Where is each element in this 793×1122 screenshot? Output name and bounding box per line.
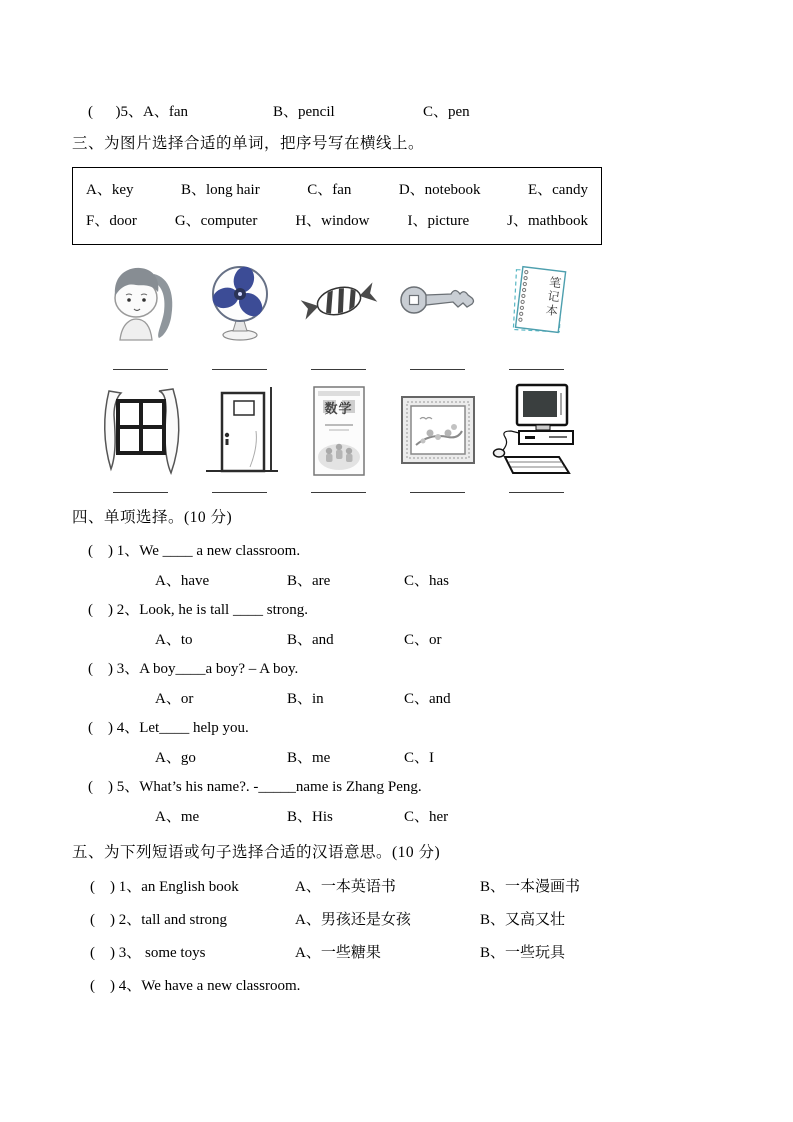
phrase: ( ) 4、We have a new classroom. <box>90 978 301 995</box>
notebook-icon <box>491 260 583 342</box>
phrase: ( ) 2、tall and strong <box>90 912 228 929</box>
word-a: A、key <box>86 182 134 199</box>
option-a: A、一本英语书 <box>295 879 396 896</box>
answer-blank <box>410 369 465 370</box>
answer-blank <box>212 492 267 493</box>
mcq-options-1 <box>155 566 773 596</box>
match-item-1 <box>90 871 773 904</box>
q5-option-b: B、pencil <box>273 104 335 120</box>
figure-notebook <box>487 260 586 370</box>
figure-key <box>388 260 487 370</box>
section4-questions <box>72 537 773 832</box>
option-c: C、or <box>404 631 442 648</box>
word-bank-row1 <box>86 175 588 206</box>
word-bank-box <box>72 167 602 245</box>
option-c: C、I <box>404 749 435 766</box>
option-b: B、又高又壮 <box>480 912 566 929</box>
mcq-options-2 <box>155 625 773 655</box>
mcq-question-3: ( ) 3、A boy____a boy? – A boy. <box>88 661 299 678</box>
section5-heading: 五、为下列短语或句子选择合适的汉语意思。(10 分) <box>72 843 441 861</box>
answer-blank <box>311 369 366 370</box>
figures-row-1 <box>91 260 591 370</box>
answer-blank <box>311 492 366 493</box>
answer-blank <box>410 492 465 493</box>
figures-row-2 <box>91 381 591 493</box>
mcq-question-4: ( ) 4、Let____ help you. <box>88 720 249 737</box>
phrase: ( ) 3、 some toys <box>90 945 206 962</box>
option-a: A、一些糖果 <box>295 945 381 962</box>
mcq-options-3 <box>155 684 773 714</box>
window-icon <box>93 381 188 481</box>
picture-frame-icon <box>390 381 485 481</box>
figure-framed-picture <box>388 381 487 493</box>
option-c: C、her <box>404 808 449 825</box>
q5-prefix: ( )5、 <box>88 104 143 120</box>
mcq-options-5 <box>155 802 773 832</box>
word-bank-row2 <box>86 206 588 237</box>
option-b: B、一本漫画书 <box>480 879 581 896</box>
fan-icon <box>194 260 286 342</box>
option-a: A、go <box>155 749 196 766</box>
figure-desktop-computer <box>487 381 586 493</box>
figure-electric-fan <box>190 260 289 370</box>
mathbook-cover-label: 数学 <box>324 401 353 417</box>
option-a: A、or <box>155 690 194 707</box>
q5-option-a: A、fan <box>143 104 188 120</box>
option-b: B、一些玩具 <box>480 945 566 962</box>
option-a: A、have <box>155 572 210 589</box>
word-i: I、picture <box>407 213 470 230</box>
option-b: B、are <box>287 572 331 589</box>
answer-blank <box>113 369 168 370</box>
option-a: A、to <box>155 631 193 648</box>
figure-window <box>91 381 190 493</box>
word-b: B、long hair <box>180 182 260 199</box>
mcq-question-2: ( ) 2、Look, he is tall ____ strong. <box>88 602 308 619</box>
answer-blank <box>212 369 267 370</box>
option-a: A、me <box>155 808 200 825</box>
match-item-3 <box>90 937 773 970</box>
word-d: D、notebook <box>398 182 481 199</box>
listening-question-5 <box>88 103 773 127</box>
mathbook-icon <box>291 381 386 481</box>
door-icon <box>192 381 287 481</box>
answer-blank <box>509 492 564 493</box>
section3-heading: 三、为图片选择合适的单词，把序号写在横线上。 <box>72 135 425 152</box>
option-a: A、男孩还是女孩 <box>295 912 411 929</box>
answer-blank <box>113 492 168 493</box>
section5-items <box>72 871 773 1003</box>
word-h: H、window <box>295 213 370 230</box>
option-c: C、and <box>404 690 451 707</box>
mcq-options-4 <box>155 743 773 773</box>
answer-blank <box>509 369 564 370</box>
girl-long-hair-icon <box>95 260 187 342</box>
option-b: B、me <box>287 749 331 766</box>
key-icon <box>392 260 484 342</box>
figure-math-textbook <box>289 381 388 493</box>
q5-option-c: C、pen <box>423 104 470 120</box>
notebook-cover-label: 笔记本 <box>543 275 563 320</box>
figure-candy <box>289 260 388 370</box>
word-f: F、door <box>86 213 137 230</box>
option-b: B、His <box>287 808 333 825</box>
phrase: ( ) 1、an English book <box>90 879 239 896</box>
word-c: C、fan <box>307 182 352 199</box>
section4-heading: 四、单项选择。(10 分) <box>72 509 233 527</box>
figure-girl-with-long-hair <box>91 260 190 370</box>
figure-door <box>190 381 289 493</box>
word-j: J、mathbook <box>507 213 588 230</box>
candy-icon <box>293 260 385 342</box>
option-c: C、has <box>404 572 450 589</box>
mcq-question-1: ( ) 1、We ____ a new classroom. <box>88 543 301 560</box>
match-item-4 <box>90 970 773 1003</box>
word-g: G、computer <box>174 213 258 230</box>
option-b: B、and <box>287 631 334 648</box>
word-e: E、candy <box>527 182 588 199</box>
computer-icon <box>489 381 584 481</box>
match-item-2 <box>90 904 773 937</box>
mcq-question-5: ( ) 5、What’s his name?. -_____name is Zhang Peng. <box>88 779 422 796</box>
option-b: B、in <box>287 690 324 707</box>
